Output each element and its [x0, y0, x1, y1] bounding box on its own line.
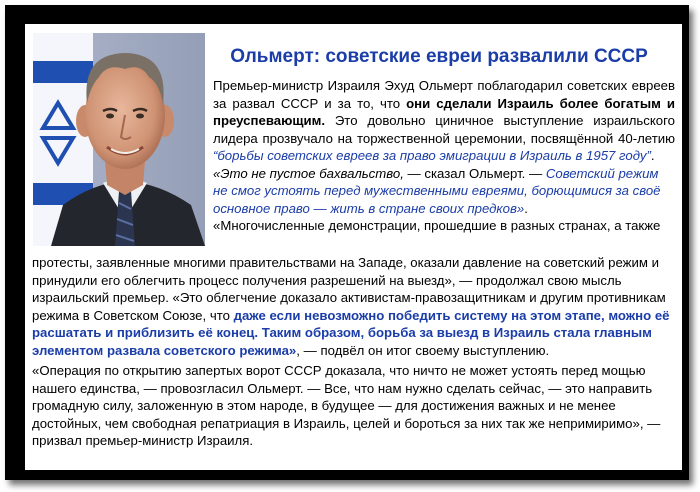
p3-text-a: протесты, заявленные многими правительствами на Западе, оказали давление на советский режим и принудили его облегчить процесс получения разрешений на выезд», — продолжал свою мысль израильский премьер. «Это облегчение доказало активистам-правозащитникам и другим противникам режима в Советском Союзе, что: [32, 255, 666, 323]
p2-end: .: [524, 200, 528, 216]
p1-text-a: Премьер-министр Израиля Эхуд Ольмерт поблагодарил советских евреев за развал СССР и за то, что: [213, 78, 675, 111]
p2-attribution: — сказал Ольмерт. —: [403, 165, 546, 181]
paragraph-3: [32, 254, 680, 359]
p2-quote-start: «Это не пустое бахвальство,: [213, 165, 404, 181]
p1-quote: “борьбы советских евреев за право эмиграции в Израиль в 1957 году”: [213, 148, 651, 163]
paragraph-4: «Операция по открытию запертых ворот СССР доказала, что ничто не может устоять перед мощью нашего единства, — провозгласил Ольмерт. — Все, что нам нужно сделать сейчас, — это направить громадную силу, заложенную в этом народе, в будущее — для достижения важных и не менее достойных, чем свободная репатриация в Израиль, целей и бороться за них так же непримиримо», — призвал премьер-министр Израиля.: [32, 363, 661, 448]
article-panel: [25, 24, 682, 470]
intro-text-block: [213, 77, 675, 235]
portrait-photo: [33, 33, 205, 246]
article-title: Ольмерт: советские евреи развалили СССР: [230, 46, 648, 67]
main-text-block: [32, 254, 680, 359]
p2-quote: Советский режим не смог устоять перед мужественными евреями, борющимися за своё основное право — жить в стране своих предков»: [213, 165, 661, 216]
p1-text-e: .: [650, 148, 655, 163]
black-frame: [5, 5, 689, 480]
p3-top-text: «Многочисленные демонстрации, прошедшие в разных странах, а также: [213, 218, 661, 233]
closing-text-block: [32, 362, 680, 450]
p1-text-c: Это довольно циничное выступление израильского лидера прозвучало на торжественной церемонии, посвящённой 40-летию: [213, 113, 675, 146]
paragraph-2: [213, 165, 675, 218]
p3-highlight: даже если невозможно победить систему на этом этапе, можно её расшатать и приблизить её конец. Таким образом, борьба за выезд в Израиль стала главным элементом развала советского режима»: [32, 307, 670, 358]
paragraph-3-start: [213, 217, 675, 235]
p3-text-c: , — подвёл он итог своему выступлению.: [296, 342, 550, 358]
p1-bold-phrase: они сделали Израиль более богатым и преуспевающим.: [213, 95, 675, 128]
paragraph-1: [213, 77, 675, 165]
